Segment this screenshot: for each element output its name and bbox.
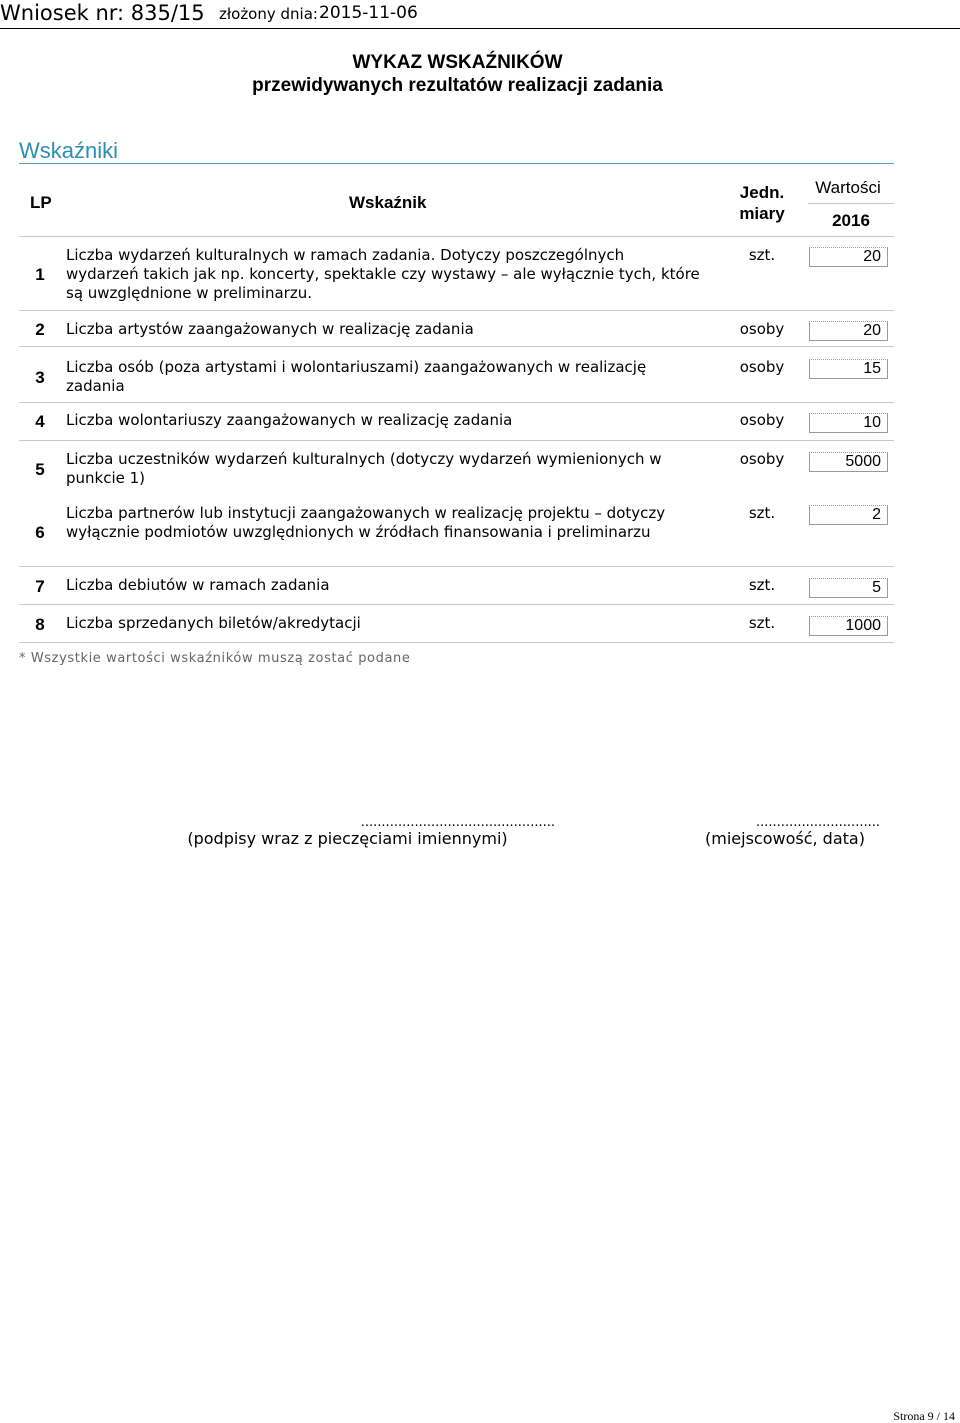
row-lp: 2 — [35, 320, 45, 339]
row-lp: 7 — [35, 577, 45, 596]
footnote: * Wszystkie wartości wskaźników muszą zostać podane — [19, 651, 411, 666]
page-number: Strona 9 / 14 — [893, 1409, 955, 1423]
row-value-field[interactable]: 5000 — [809, 452, 888, 472]
row-unit: osoby — [739, 411, 785, 429]
row-value-field[interactable]: 1000 — [809, 616, 888, 636]
row-unit: osoby — [739, 450, 785, 468]
row-lp: 4 — [35, 412, 45, 431]
row-lp: 5 — [35, 460, 45, 479]
document-header — [0, 0, 960, 29]
header-jedn: Jedn. — [739, 183, 785, 202]
header-bottom-line — [19, 236, 894, 237]
header-wartosci: Wartości — [815, 178, 881, 197]
row-unit: szt. — [748, 504, 776, 522]
row-divider — [19, 402, 894, 403]
row-description: Liczba artystów zaangażowanych w realizację zadania — [66, 320, 474, 338]
row-divider — [19, 566, 894, 567]
row-description: Liczba partnerów lub instytucji zaangażowanych w realizację projektu – dotyczy wyłącznie podmiotów uwzględnionych w źródłach finansowania i preliminarzu — [66, 504, 666, 541]
submitted-label: złożony dnia: — [219, 5, 318, 23]
signature-dots-left: ............................................... — [360, 815, 555, 830]
row-unit: osoby — [739, 358, 785, 376]
row-description: Liczba osób (poza artystami i wolontariuszami) zaangażowanych w realizację zadania — [66, 358, 647, 395]
header-year: 2016 — [832, 211, 870, 230]
application-number: Wniosek nr: 835/15 — [0, 1, 205, 25]
header-lp: LP — [30, 193, 52, 212]
submitted-date: 2015-11-06 — [319, 3, 418, 23]
signature-dots-right: .............................. — [756, 815, 880, 830]
row-description: Liczba uczestników wydarzeń kulturalnych (dotyczy wydarzeń wymienionych w punkcie 1) — [66, 450, 662, 487]
header-wskaznik: Wskaźnik — [349, 193, 427, 212]
row-divider — [19, 440, 894, 441]
row-lp: 6 — [35, 523, 45, 542]
signature-label-right: (miejscowość, data) — [705, 829, 865, 848]
row-unit: szt. — [748, 576, 776, 594]
row-value-field[interactable]: 10 — [809, 413, 888, 433]
row-unit: osoby — [739, 320, 785, 338]
row-unit: szt. — [748, 246, 776, 264]
table-bottom-line — [19, 642, 894, 643]
row-description: Liczba wydarzeń kulturalnych w ramach zadania. Dotyczy poszczególnych wydarzeń takich jak np. koncerty, spektakle czy wystawy – ale wyłącznie tych, które są uwzględnione w preliminarzu. — [66, 246, 700, 302]
page-title: WYKAZ WSKAŹNIKÓW — [352, 52, 563, 73]
row-value-field[interactable]: 5 — [809, 578, 888, 598]
signature-label-left: (podpisy wraz z pieczęciami imiennymi) — [187, 829, 508, 848]
row-value-field[interactable]: 20 — [809, 321, 888, 341]
row-divider — [19, 604, 894, 605]
row-divider — [19, 346, 894, 347]
header-divider — [808, 203, 894, 204]
header-miary: miary — [739, 204, 785, 223]
row-description: Liczba sprzedanych biletów/akredytacji — [66, 614, 361, 632]
section-title: Wskaźniki — [19, 139, 894, 164]
page-subtitle: przewidywanych rezultatów realizacji zadania — [252, 75, 663, 96]
row-unit: szt. — [748, 614, 776, 632]
row-lp: 1 — [35, 265, 45, 284]
row-lp: 3 — [35, 368, 45, 387]
row-lp: 8 — [35, 615, 45, 634]
row-description: Liczba wolontariuszy zaangażowanych w realizację zadania — [66, 411, 513, 429]
row-description: Liczba debiutów w ramach zadania — [66, 576, 330, 594]
row-value-field[interactable]: 20 — [809, 247, 888, 267]
row-value-field[interactable]: 15 — [809, 359, 888, 379]
row-value-field[interactable]: 2 — [809, 505, 888, 525]
row-divider — [19, 310, 894, 311]
